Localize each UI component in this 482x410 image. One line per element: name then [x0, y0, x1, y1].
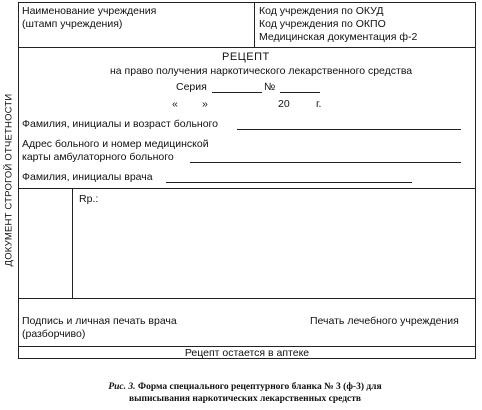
series-label: Серия: [176, 81, 207, 93]
institution-seal-label: Печать лечебного учреждения: [310, 315, 459, 327]
header-divider: [254, 2, 255, 47]
patient-name-age-field[interactable]: [237, 129, 461, 130]
okud-code-label: Код учреждения по ОКУД: [259, 5, 384, 17]
figure-reference: Рис. 3.: [108, 382, 136, 392]
date-quote-open: «: [172, 98, 178, 110]
doctor-name-field[interactable]: [166, 182, 412, 183]
okpo-code-label: Код учреждения по ОКПО: [259, 18, 386, 30]
recipe-title: РЕЦЕПТ: [222, 51, 270, 63]
date-quote-close: »: [202, 98, 208, 110]
institution-name-label: Наименование учреждения: [22, 5, 157, 17]
pharmacy-retention-note: Рецепт остается в аптеке: [184, 347, 310, 359]
doctor-name-label: Фамилия, инициалы врача: [22, 171, 153, 183]
figure-caption-line2: выписывания наркотических лекарственных средств: [128, 394, 362, 404]
prescription-text-area[interactable]: [73, 205, 475, 297]
number-label: №: [264, 81, 276, 93]
patient-address-field[interactable]: [190, 162, 461, 163]
header-bottom-line: [18, 47, 476, 48]
patient-name-age-label: Фамилия, инициалы и возраст больного: [22, 118, 218, 130]
patient-address-label-line2: карты амбулаторного больного: [22, 151, 174, 163]
year-suffix: г.: [316, 98, 322, 110]
doctor-signature-label: Подпись и личная печать врача: [22, 315, 177, 327]
rp-label: Rp.:: [79, 193, 99, 205]
strict-accounting-side-label: ДОКУМЕНТ СТРОГОЙ ОТЧЕТНОСТИ: [3, 93, 15, 267]
patient-address-label-line1: Адрес больного и номер медицинской: [22, 138, 209, 150]
recipe-subtitle: на право получения наркотического лекарственного средства: [110, 65, 413, 77]
number-field[interactable]: [280, 92, 320, 93]
series-field[interactable]: [212, 92, 262, 93]
year-prefix: 20: [278, 98, 290, 110]
figure-caption-line1: [20, 381, 470, 393]
institution-stamp-label: (штамп учреждения): [22, 18, 123, 30]
med-doc-form-label: Медицинская документация ф-2: [259, 31, 418, 43]
figure-caption-text: Форма специального рецептурного бланка № 3 (ф-3) для: [135, 382, 382, 392]
prescription-top-line: [18, 188, 476, 189]
doctor-signature-note: (разборчиво): [22, 328, 86, 340]
prescription-bottom-line: [18, 298, 476, 299]
